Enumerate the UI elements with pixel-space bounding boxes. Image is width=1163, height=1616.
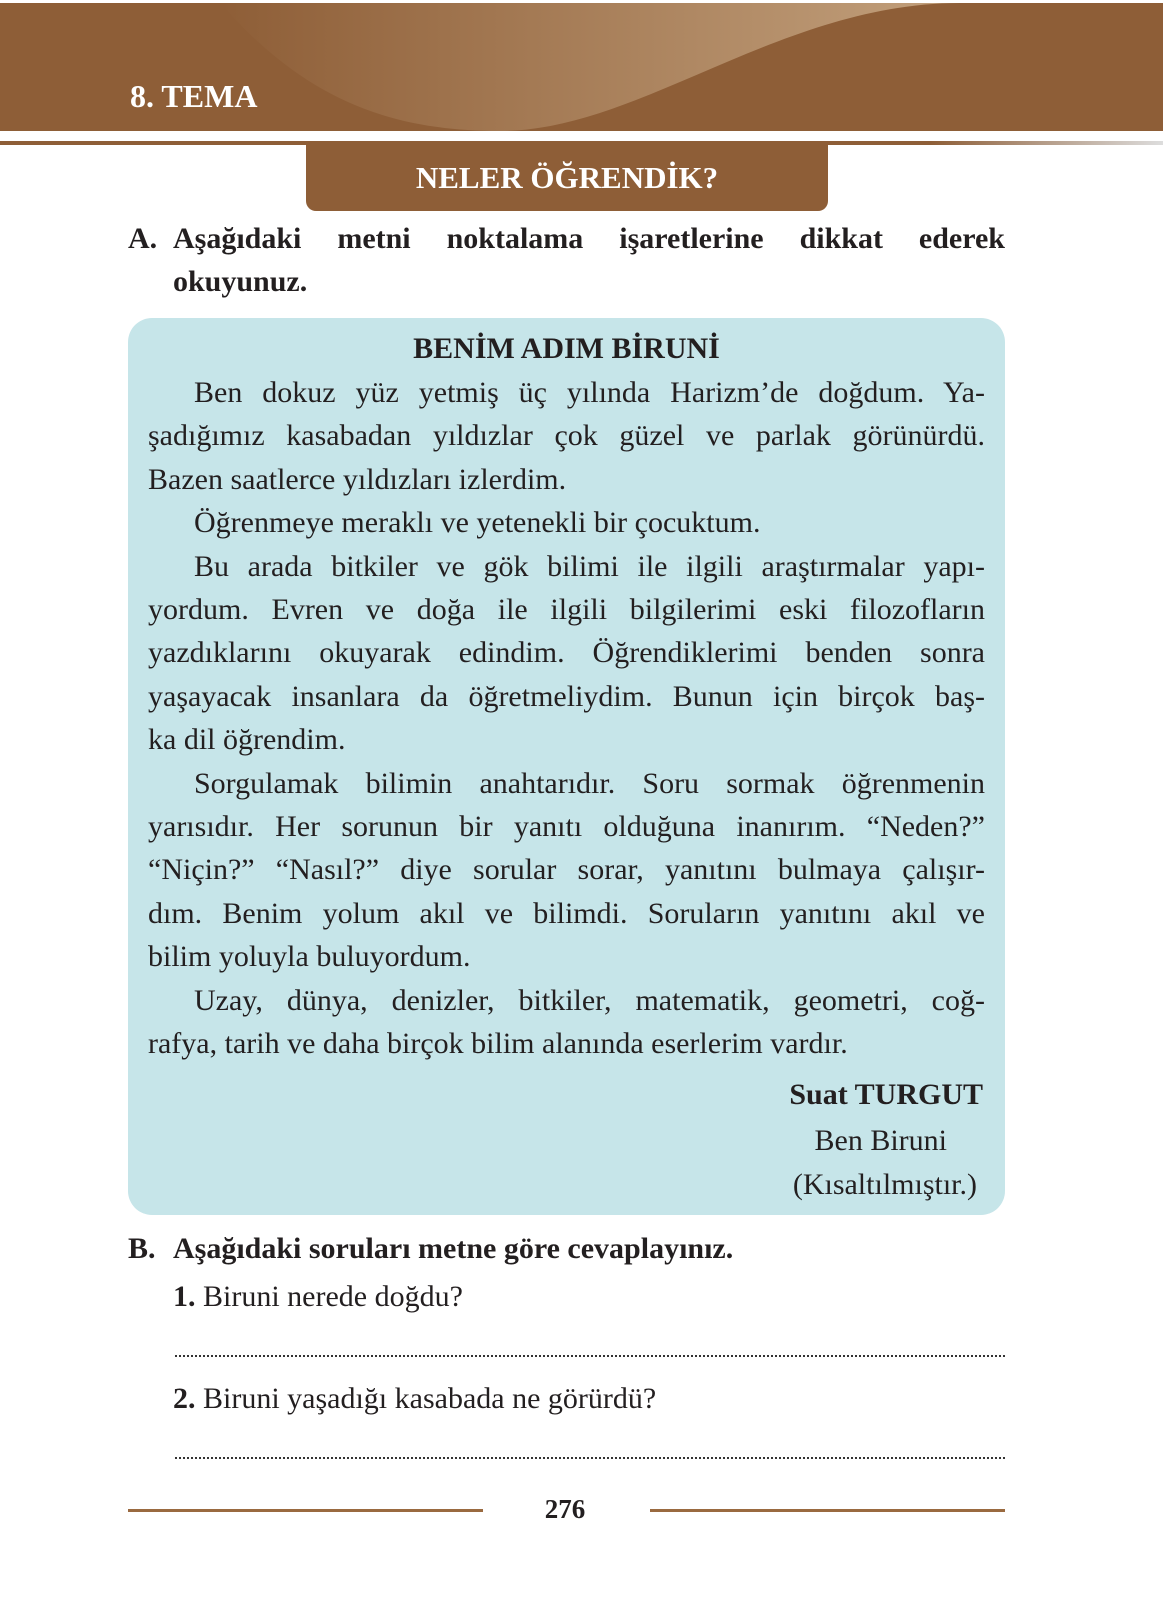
story-line: ka dil öğrendim. — [148, 723, 346, 757]
story-line: Öğrenmeye meraklı ve yetenekli bir çocuktum. — [194, 506, 761, 540]
answer-line-2[interactable] — [175, 1457, 1005, 1459]
story-line: yordum. Evren ve doğa ile ilgili bilgilerimi eski filozofların — [148, 593, 985, 626]
question-text: Biruni yaşadığı kasabada ne görürdü? — [203, 1382, 657, 1415]
footer-rule-left — [128, 1509, 483, 1512]
page-number: 276 — [544, 1494, 586, 1524]
story-book: Ben Biruni — [814, 1124, 947, 1157]
question-1 — [173, 1280, 463, 1314]
task-a-line2: okuyunuz. — [173, 265, 308, 298]
task-b-letter: B. — [128, 1232, 156, 1265]
footer-rule-right — [650, 1509, 1005, 1512]
question-number: 1. — [173, 1280, 196, 1313]
story-note: (Kısaltılmıştır.) — [792, 1168, 977, 1201]
story-line: Uzay, dünya, denizler, bitkiler, matematik, geometri, coğ- — [194, 983, 985, 1017]
story-line: Sorgulamak bilimin anahtarıdır. Soru sormak öğrenmenin — [194, 766, 985, 800]
story-line: yaşayacak insanlara da öğretmeliydim. Bunun için birçok baş- — [148, 679, 985, 713]
story-line: Bazen saatlerce yıldızları izlerdim. — [148, 462, 567, 496]
story-line: Ben dokuz yüz yetmiş üç yılında Harizm’de doğdum. Ya- — [194, 376, 985, 409]
question-text: Biruni nerede doğdu? — [203, 1280, 463, 1313]
story-line: Bu arada bitkiler ve gök bilimi ile ilgili araştırmalar yapı- — [194, 549, 985, 583]
header-banner — [0, 3, 1163, 131]
section-title: NELER ÖĞRENDİK? — [306, 145, 828, 211]
story-title: BENİM ADIM BİRUNİ — [413, 332, 720, 365]
theme-label: 8. TEMA — [130, 78, 258, 114]
story-line: rafya, tarih ve daha birçok bilim alanında eserlerim vardır. — [148, 1027, 848, 1060]
story-line: yazdıklarını okuyarak edindim. Öğrendiklerimi benden sonra — [148, 636, 985, 670]
story-line: şadığımız kasabadan yıldızlar çok güzel ve parlak görünürdü. — [148, 419, 985, 453]
story-line: bilim yoluyla buluyordum. — [148, 940, 471, 974]
story-box — [128, 318, 1005, 1215]
task-a-letter: A. — [128, 222, 158, 255]
task-b-heading: Aşağıdaki soruları metne göre cevaplayınız. — [173, 1232, 734, 1265]
story-line: yarısıdır. Her sorunun bir yanıtı olduğuna inanırım. “Neden?” — [148, 810, 985, 843]
story-line: dım. Benim yolum akıl ve bilimdi. Soruların yanıtını akıl ve — [148, 896, 985, 930]
answer-line-1[interactable] — [175, 1355, 1005, 1357]
task-a-line1: Aşağıdaki metni noktalama işaretlerine dikkat ederek — [173, 222, 1005, 255]
story-author: Suat TURGUT — [789, 1078, 983, 1111]
question-2 — [173, 1382, 656, 1416]
question-number: 2. — [173, 1382, 196, 1415]
story-line: “Niçin?” “Nasıl?” diye sorular sorar, yanıtını bulmaya çalışır- — [148, 853, 985, 887]
